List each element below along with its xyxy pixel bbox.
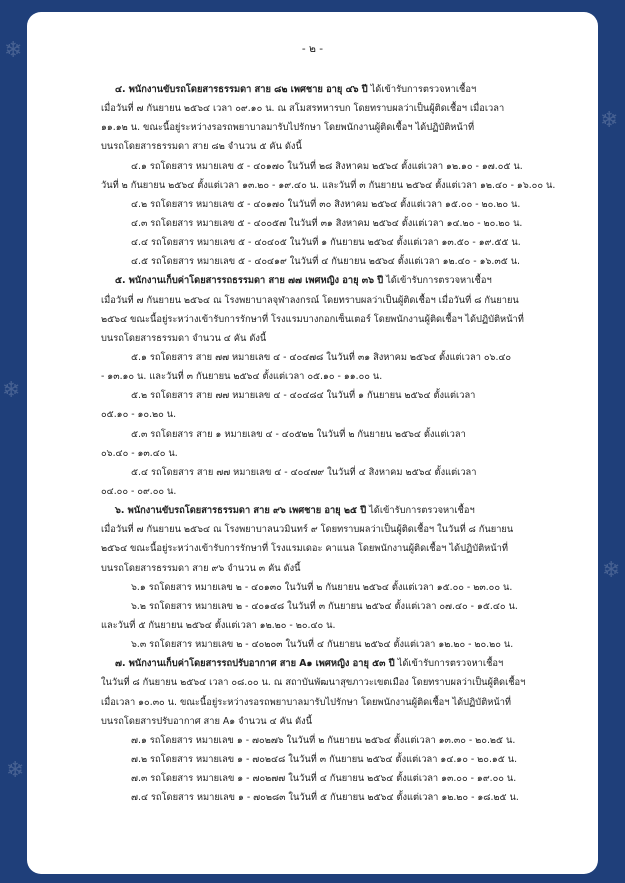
section-6-item: ๖.๑ รถโดยสาร หมายเลข ๒ - ๔๐๑๓๐ ในวันที่ ๒ กันยายน ๒๕๖๔ ตั้งแต่เวลา ๑๕.๐๐ - ๒๓.๐๐ น.	[131, 581, 513, 593]
section-6-item: และวันที่ ๕ กันยายน ๒๕๖๔ ตั้งแต่เวลา ๑๒.๒๐ - ๒๐.๔๐ น.	[101, 619, 336, 631]
section-4-item: ๔.๓ รถโดยสาร หมายเลข ๕ - ๔๐๐๕๗ ในวันที่ ๓๑ สิงหาคม ๒๕๖๔ ตั้งแต่เวลา ๑๔.๒๐ - ๒๐.๒๐ น.	[131, 217, 523, 229]
section-7-item: ๗.๓ รถโดยสาร หมายเลข ๑ - ๗๐๒๗๗ ในวันที่ ๔ กันยายน ๒๕๖๔ ตั้งแต่เวลา ๑๓.๐๐ - ๑๙.๐๐ น.	[131, 773, 517, 785]
section-4-item: ๔.๑ รถโดยสาร หมายเลข ๕ - ๔๐๑๗๐ ในวันที่ ๒๘ สิงหาคม ๒๕๖๔ ตั้งแต่เวลา ๑๒.๑๐ - ๑๗.๐๕ น.	[131, 160, 523, 172]
section-5-item: - ๑๓.๑๐ น. และวันที่ ๓ กันยายน ๒๕๖๔ ตั้งแต่เวลา ๐๕.๑๐ - ๑๑.๐๐ น.	[101, 371, 383, 383]
section-5-body-line: เมื่อวันที่ ๗ กันยายน ๒๕๖๔ ณ โรงพยาบาลจุฬาลงกรณ์ โดยทราบผลว่าเป็นผู้ติดเชื้อฯ เมื่อวันที่ ๘ กันยายน	[101, 294, 519, 306]
section-7-item: ๗.๑ รถโดยสาร หมายเลข ๑ - ๗๐๒๗๖ ในวันที่ ๒ กันยายน ๒๕๖๔ ตั้งแต่เวลา ๑๓.๓๐ - ๒๐.๒๕ น.	[131, 734, 516, 746]
section-4-item: ๔.๒ รถโดยสาร หมายเลข ๕ - ๔๐๑๗๐ ในวันที่ ๓๐ สิงหาคม ๒๕๖๔ ตั้งแต่เวลา ๑๕.๐๐ - ๒๐.๒๐ น.	[131, 198, 521, 210]
section-7-body-line: เมื่อเวลา ๑๐.๓๐ น. ขณะนี้อยู่ระหว่างรอรถพยาบาลมารับไปรักษา โดยพนักงานผู้ติดเชื้อฯ ได้ปฏิบัติหน้าที่	[101, 696, 512, 708]
section-5-body-line: ๒๕๖๔ ขณะนี้อยู่ระหว่างเข้ารับการรักษาที่ โรงแรมบางกอกเซ็นเตอร์ โดยพนักงานผู้ติดเชื้อฯ ได้ปฏิบัติหน้าที่	[101, 313, 524, 325]
section-4-heading: ๔. พนักงานขับรถโดยสารธรรมดา สาย ๘๒ เพศชาย อายุ ๔๖ ปี ได้เข้ารับการตรวจหาเชื้อฯ	[115, 84, 477, 95]
section-6-body-line: บนรถโดยสารธรรมดา สาย ๙๖ จำนวน ๓ คัน ดังนี้	[101, 562, 301, 574]
section-5-body-line: บนรถโดยสารธรรมดา จำนวน ๔ คัน ดังนี้	[101, 332, 267, 344]
section-5-item: ๕.๓ รถโดยสาร สาย ๑ หมายเลข ๔ - ๔๐๕๒๒ ในวันที่ ๒ กันยายน ๒๕๖๔ ตั้งแต่เวลา	[131, 428, 466, 440]
section-5-item: ๕.๑ รถโดยสาร สาย ๗๗ หมายเลข ๔ - ๔๐๔๗๘ ในวันที่ ๓๑ สิงหาคม ๒๕๖๔ ตั้งแต่เวลา ๐๖.๔๐	[131, 351, 512, 363]
section-5-item: ๐๖.๔๐ - ๑๓.๔๐ น.	[101, 447, 178, 459]
document-page	[27, 12, 598, 874]
section-7-body-line: บนรถโดยสารปรับอากาศ สาย A๑ จำนวน ๔ คัน ดังนี้	[101, 715, 313, 727]
section-6-item: ๖.๓ รถโดยสาร หมายเลข ๒ - ๔๐๒๐๓ ในวันที่ ๔ กันยายน ๒๕๖๔ ตั้งแต่เวลา ๑๒.๒๐ - ๒๐.๒๐ น.	[131, 639, 514, 651]
section-7-body-line: ในวันที่ ๘ กันยายน ๒๕๖๔ เวลา ๐๘.๐๐ น. ณ สถาบันพัฒนาสุขภาวะเขตเมือง โดยทราบผลว่าเป็นผู้ติดเชื้อฯ	[101, 677, 526, 689]
section-4-item: วันที่ ๒ กันยายน ๒๕๖๔ ตั้งแต่เวลา ๑๓.๒๐ - ๑๙.๔๐ น. และวันที่ ๓ กันยายน ๒๕๖๔ ตั้งแต่เวลา ๑๒.๔๐ - ๑๖.๐๐ น.	[101, 179, 556, 191]
section-5-item: ๕.๔ รถโดยสาร สาย ๗๗ หมายเลข ๔ - ๔๐๔๗๙ ในวันที่ ๔ สิงหาคม ๒๕๖๔ ตั้งแต่เวลา	[131, 466, 477, 478]
section-6-body-line: เมื่อวันที่ ๗ กันยายน ๒๕๖๔ ณ โรงพยาบาลนวมินทร์ ๙ โดยทราบผลว่าเป็นผู้ติดเชื้อฯ ในวันที่ ๘ กันยายน	[101, 524, 514, 536]
section-5-heading: ๕. พนักงานเก็บค่าโดยสารรถธรรมดา สาย ๗๗ เพศหญิง อายุ ๓๖ ปี ได้เข้ารับการตรวจหาเชื้อฯ	[115, 275, 492, 287]
section-7-item: ๗.๒ รถโดยสาร หมายเลข ๑ - ๗๐๒๔๘ ในวันที่ ๓ กันยายน ๒๕๖๔ ตั้งแต่เวลา ๑๔.๑๐ - ๒๐.๑๕ น.	[131, 753, 518, 765]
section-4-body-line: ๑๑.๑๒ น. ขณะนี้อยู่ระหว่างรอรถพยาบาลมารับไปรักษา โดยพนักงานผู้ติดเชื้อฯ ได้ปฏิบัติหน้าที่	[101, 122, 475, 134]
document-body	[27, 80, 598, 807]
section-6-item: ๖.๒ รถโดยสาร หมายเลข ๒ - ๔๐๑๔๘ ในวันที่ ๓ กันยายน ๒๕๖๔ ตั้งแต่เวลา ๐๗.๔๐ - ๑๕.๔๐ น.	[131, 600, 518, 612]
section-4-body-line: เมื่อวันที่ ๗ กันยายน ๒๕๖๔ เวลา ๐๙.๑๐ น. ณ สโมสรทหารบก โดยทราบผลว่าเป็นผู้ติดเชื้อฯ เมื่อเวลา	[101, 103, 505, 115]
section-4-item: ๔.๕ รถโดยสาร หมายเลข ๕ - ๔๐๔๑๙ ในวันที่ ๔ กันยายน ๒๕๖๔ ตั้งแต่เวลา ๑๒.๔๐ - ๑๖.๓๕ น.	[131, 256, 521, 268]
section-6-heading: ๖. พนักงานขับรถโดยสารธรรมดา สาย ๙๖ เพศชาย อายุ ๒๕ ปี ได้เข้ารับการตรวจหาเชื้อฯ	[115, 505, 475, 517]
section-5-item: ๐๕.๑๐ - ๑๐.๒๐ น.	[101, 409, 177, 421]
section-5-item: ๐๔.๐๐ - ๐๙.๐๐ น.	[101, 485, 177, 497]
page-number: - ๒ -	[301, 43, 324, 55]
section-7-heading: ๗. พนักงานเก็บค่าโดยสารรถปรับอากาศ สาย A๑ เพศหญิง อายุ ๕๓ ปี ได้เข้ารับการตรวจหาเชื้อฯ	[115, 658, 504, 670]
section-7-item: ๗.๔ รถโดยสาร หมายเลข ๑ - ๗๐๒๘๓ ในวันที่ ๕ กันยายน ๒๕๖๔ ตั้งแต่เวลา ๑๒.๒๐ - ๑๘.๒๕ น.	[131, 792, 519, 804]
section-5-item: ๕.๒ รถโดยสาร สาย ๗๗ หมายเลข ๔ - ๔๐๔๘๔ ในวันที่ ๑ กันยายน ๒๕๖๔ ตั้งแต่เวลา	[131, 390, 476, 402]
section-6-body-line: ๒๕๖๔ ขณะนี้อยู่ระหว่างเข้ารับการรักษาที่ โรงแรมเดอะ คาแนล โดยพนักงานผู้ติดเชื้อฯ ได้ปฏิบัติหน้าที่	[101, 543, 508, 555]
section-4-body-line: บนรถโดยสารธรรมดา สาย ๘๒ จำนวน ๕ คัน ดังนี้	[101, 141, 302, 153]
section-4-item: ๔.๔ รถโดยสาร หมายเลข ๕ - ๔๐๔๐๕ ในวันที่ ๑ กันยายน ๒๕๖๔ ตั้งแต่เวลา ๑๓.๕๐ - ๑๙.๕๕ น.	[131, 237, 521, 249]
